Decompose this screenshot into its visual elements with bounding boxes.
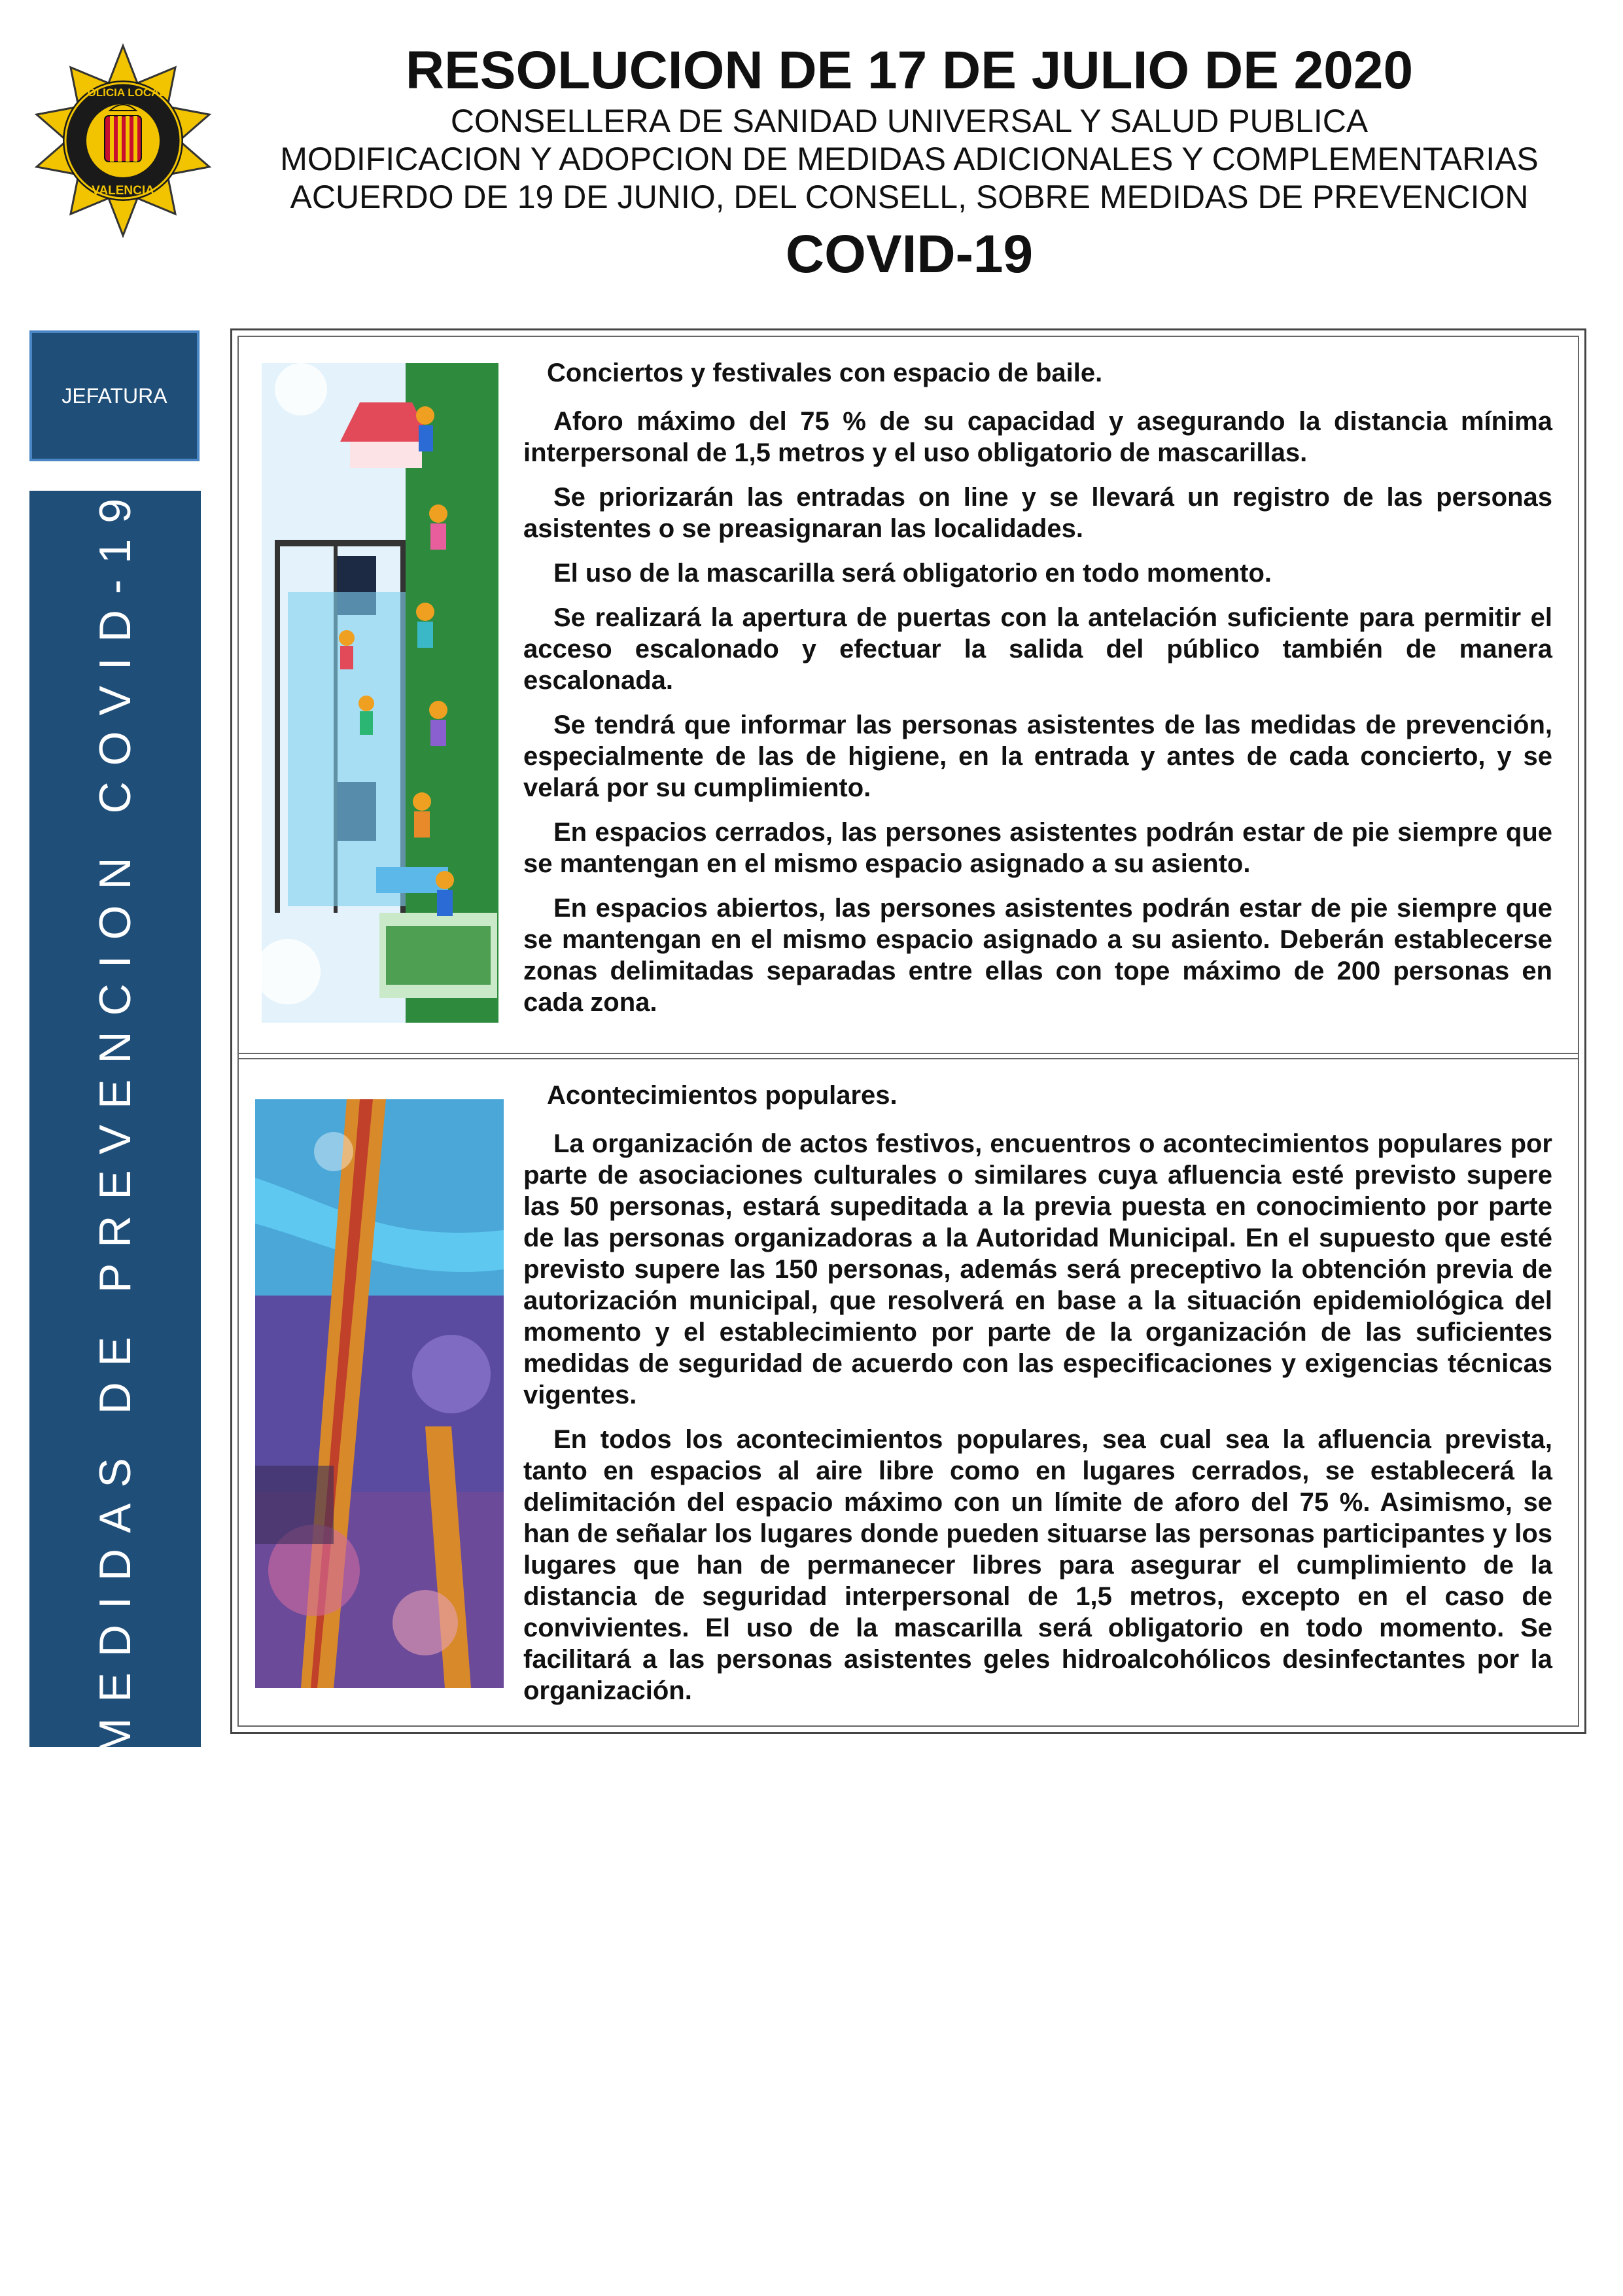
paragraph: Se tendrá que informar las personas asistentes de las medidas de prevención, especialmente de las de higiene, en la entrada y antes de cada concierto, y se velará por su cumplimiento.	[523, 711, 1552, 802]
section-heading: Acontecimientos populares.	[547, 1081, 898, 1110]
police-badge-logo	[25, 43, 221, 239]
document-header	[222, 39, 1596, 291]
resolution-title: RESOLUCION DE 17 DE JULIO DE 2020	[405, 41, 1414, 100]
paragraph: El uso de la mascarilla será obligatorio en todo momento.	[553, 559, 1272, 588]
vertical-sidebar	[29, 482, 201, 1756]
covid-title: COVID-19	[785, 224, 1034, 284]
paragraph: Aforo máximo del 75 % de su capacidad y asegurando la distancia mínima interpersonal de 1,5 metros y el uso obligatorio de mascarillas.	[523, 407, 1552, 467]
logo-top-text: POLICIA LOCAL	[80, 86, 166, 99]
festival-illustration	[262, 363, 498, 1023]
jefatura-badge: JEFATURA	[29, 330, 200, 461]
section-divider	[237, 1053, 1579, 1059]
header-line-2: MODIFICACION Y ADOPCION DE MEDIDAS ADICIONALES Y COMPLEMENTARIAS	[280, 141, 1539, 177]
header-line-3: ACUERDO DE 19 DE JUNIO, DEL CONSELL, SOBRE MEDIDAS DE PREVENCION	[290, 179, 1529, 215]
paragraph: Se realizará la apertura de puertas con la antelación suficiente para permitir el acceso escalonado y efectuar la salida del público también de manera escalonada.	[523, 603, 1552, 695]
section-conciertos	[523, 357, 1552, 1031]
paragraph: En todos los acontecimientos populares, sea cual sea la afluencia prevista, tanto en espacios al aire libre como en lugares cerrados, se establecerá la delimitación del espacio máximo con un límite de aforo del 75 %. Asimismo, se han de señalar los lugares donde pueden situarse las personas participantes y los lugares que han de permanecer libres para asegurar el cumplimiento de la distancia de seguridad interpersonal de 1,5 metros, excepto en el caso de convivientes. El uso de la mascarilla será obligatorio en todo momento. Se facilitará a las personas asistentes geles hidroalcohólicos desinfectantes por la organización.	[523, 1425, 1552, 1705]
sidebar-vertical-title: MEDIDAS DE PREVENCION COVID-19	[90, 482, 140, 1756]
section-heading: Conciertos y festivales con espacio de baile.	[547, 359, 1103, 387]
section-acontecimientos	[523, 1080, 1552, 1720]
paragraph: Se priorizarán las entradas on line y se llevará un registro de las personas asistentes o se preasignaran las localidades.	[523, 483, 1552, 543]
paragraph: En espacios abiertos, las persones asistentes podrán estar de pie siempre que se mantengan en el mismo espacio asignado a su asiento. Deberán establecerse zonas delimitadas separadas entre ellas con tope máximo de 200 personas en cada zona.	[523, 894, 1552, 1017]
popular-events-photo	[255, 1099, 504, 1688]
paragraph: En espacios cerrados, las persones asistentes podrán estar de pie siempre que se mantengan en el mismo espacio asignado a su asiento.	[523, 818, 1552, 878]
logo-bottom-text: VALENCIA	[92, 184, 154, 198]
header-line-1: CONSELLERA DE SANIDAD UNIVERSAL Y SALUD PUBLICA	[450, 103, 1369, 139]
paragraph: La organización de actos festivos, encuentros o acontecimientos populares por parte de asociaciones culturales o similares cuya afluencia esté previsto supere las 50 personas, estará supeditada a la previa puesta en conocimiento por parte de las personas organizadoras a la Autoridad Municipal. En el supuesto que esté previsto supere las 150 personas, además será preceptivo la obtención previa de autorización municipal, que resolverá en base a la situación epidemiológica del momento y el establecimiento por parte de la organización de las suficientes medidas de seguridad de acuerdo con las especificaciones y exigencias técnicas vigentes.	[523, 1129, 1552, 1409]
